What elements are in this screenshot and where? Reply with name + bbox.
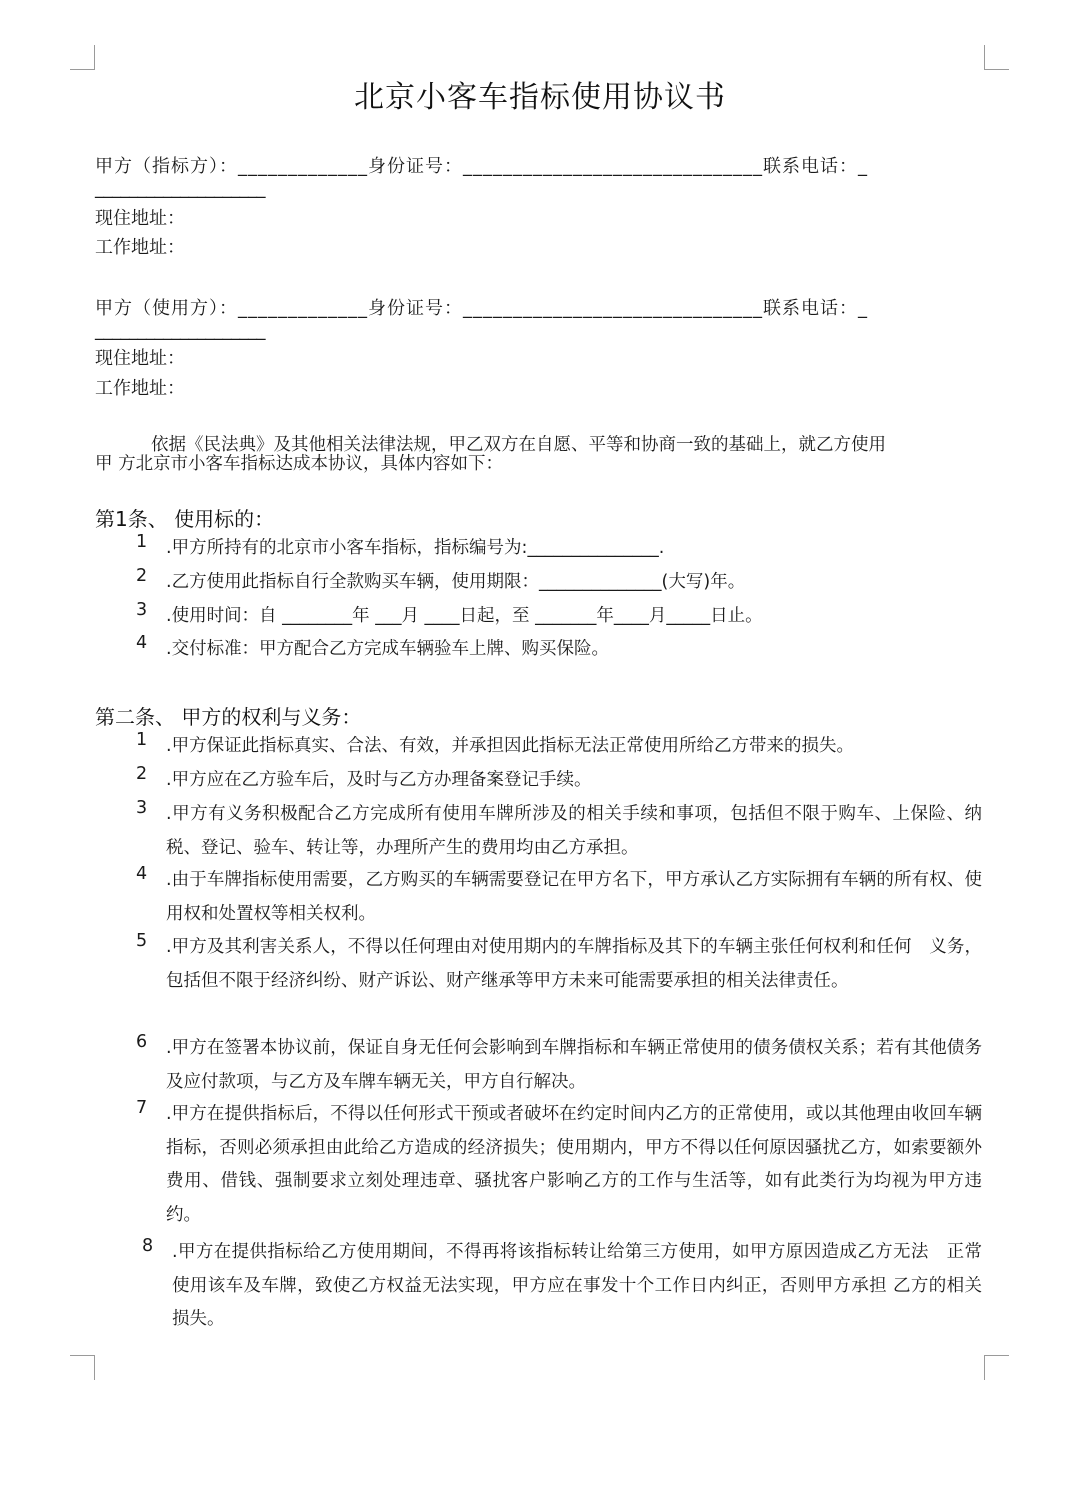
item-number: 1 (136, 730, 148, 750)
article-2-item (136, 1032, 982, 1099)
party-b-residence-label: 现住地址： (95, 348, 185, 369)
article-2-item (136, 1098, 982, 1232)
article-2-item (142, 1236, 982, 1337)
item-number: 1 (136, 532, 148, 552)
item-number: 8 (142, 1236, 154, 1256)
article-2-item (136, 798, 982, 865)
article-1-item (136, 566, 982, 600)
item-number: 2 (136, 764, 148, 784)
article-1-item (136, 600, 982, 634)
article-1-heading: 第1条、 使用标的： (95, 507, 275, 531)
item-number: 6 (136, 1032, 148, 1052)
item-number: 3 (136, 798, 148, 818)
item-number: 4 (136, 864, 148, 884)
party-a-info-line: 甲方（指标方）：_____________身份证号：______________________________联系电话：_ (95, 156, 868, 177)
item-number: 7 (136, 1098, 148, 1118)
page-corner-mark-bottom-left (70, 1355, 95, 1380)
article-1-item (136, 633, 982, 667)
article-1-item (136, 532, 982, 566)
party-a-residence-label: 现住地址： (95, 208, 185, 229)
page-corner-mark-bottom-right (984, 1355, 1009, 1380)
article-2-heading: 第二条、 甲方的权利与义务： (95, 705, 362, 729)
page-corner-mark-top-right (984, 45, 1009, 70)
item-number: 4 (136, 633, 148, 653)
item-text: .甲方应在乙方验车后，及时与乙方办理备案登记手续。 (166, 770, 592, 790)
party-b-info-line: 甲方（使用方）：_____________身份证号：______________________________联系电话：_ (95, 298, 868, 319)
preamble-line-2: 甲 方北京市小客车指标达成本协议，具体内容如下： (95, 454, 504, 474)
item-number: 5 (136, 931, 148, 951)
item-text: .乙方使用此指标自行全款购买车辆，使用期限：______________(大写)年。 (166, 572, 746, 592)
item-text: .使用时间：自 ________年 ___月 ____日起，至 _______年____月_____日止。 (166, 606, 763, 626)
party-b-work-label: 工作地址： (95, 378, 185, 399)
item-text: .交付标准：甲方配合乙方完成车辆验车上牌、购买保险。 (166, 639, 610, 659)
item-number: 2 (136, 566, 148, 586)
item-text: .由于车牌指标使用需要，乙方购买的车辆需要登记在甲方名下，甲方承认乙方实际拥有车辆的所有权、使用权和处置权等相关权利。 (166, 870, 982, 924)
party-b-info-line-continued: ____________________ (95, 320, 265, 341)
item-text: .甲方在签署本协议前，保证自身无任何会影响到车牌指标和车辆正常使用的债务债权关系；若有其他债务及应付款项，与乙方及车牌车辆无关，甲方自行解决。 (166, 1038, 982, 1092)
item-text: .甲方在提供指标后，不得以任何形式干预或者破坏在约定时间内乙方的正常使用，或以其他理由收回车辆指标，否则必须承担由此给乙方造成的经济损失；使用期内，甲方不得以任何原因骚扰乙方，如索要额外费用、借钱、强制要求立刻处理违章、骚扰客户影响乙方的工作与生活等，如有此类行为均视为甲方违约。 (166, 1104, 982, 1225)
item-number: 3 (136, 600, 148, 620)
article-2-item (136, 764, 982, 798)
item-text: .甲方及其利害关系人，不得以任何理由对使用期内的车牌指标及其下的车辆主张任何权利和任何 义务，包括但不限于经济纠纷、财产诉讼、财产继承等甲方未来可能需要承担的相关法律责任。 (166, 937, 982, 991)
article-2-item (136, 864, 982, 931)
article-2-item (136, 931, 982, 998)
item-text: .甲方保证此指标真实、合法、有效，并承担因此指标无法正常使用所给乙方带来的损失。 (166, 736, 855, 756)
document-title: 北京小客车指标使用协议书 (354, 80, 726, 115)
item-text: .甲方所持有的北京市小客车指标，指标编号为:_______________. (166, 538, 665, 558)
preamble-line-1: 依据《民法典》及其他相关法律法规，甲乙双方在自愿、平等和协商一致的基础上，就乙方使用 (151, 435, 886, 455)
article-2-item (136, 730, 982, 764)
item-text: .甲方在提供指标给乙方使用期间，不得再将该指标转让给第三方使用，如甲方原因造成乙方无法 正常使用该车及车牌，致使乙方权益无法实现，甲方应在事发十个工作日内纠正，否则甲方承担 乙方的相关损失。 (172, 1242, 982, 1329)
page-corner-mark-top-left (70, 45, 95, 70)
party-a-info-line-continued: ____________________ (95, 178, 265, 199)
party-a-work-label: 工作地址： (95, 237, 185, 258)
item-text: .甲方有义务积极配合乙方完成所有使用车牌所涉及的相关手续和事项，包括但不限于购车、上保险、纳税、登记、验车、转让等，办理所产生的费用均由乙方承担。 (166, 804, 982, 858)
preamble-paragraph (95, 436, 985, 474)
